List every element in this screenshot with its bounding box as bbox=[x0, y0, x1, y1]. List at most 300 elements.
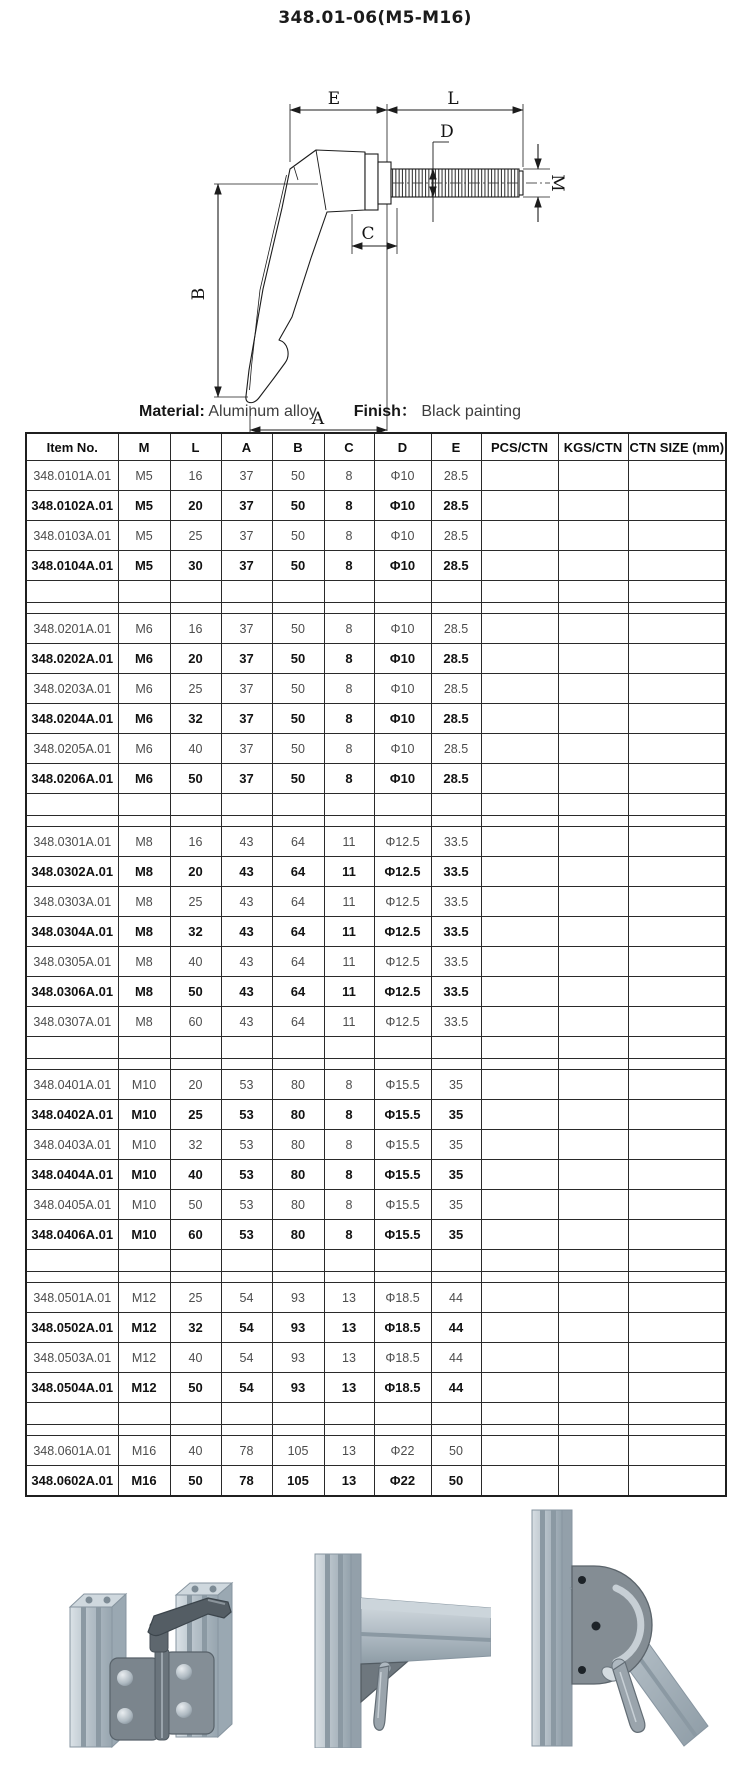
cell-ctn-size bbox=[628, 1343, 726, 1373]
cell-kgs-ctn bbox=[558, 1007, 628, 1037]
cell-item-no: 348.0601A.01 bbox=[26, 1436, 118, 1466]
cell-kgs-ctn bbox=[558, 1313, 628, 1343]
cell-item-no: 348.0301A.01 bbox=[26, 827, 118, 857]
cell-m bbox=[118, 603, 170, 614]
aluminum-profile-horizontal bbox=[361, 1598, 491, 1664]
cell-d bbox=[374, 1403, 431, 1425]
collar bbox=[378, 162, 391, 204]
cell-c bbox=[324, 794, 374, 816]
cell-item-no: 348.0503A.01 bbox=[26, 1343, 118, 1373]
cell-c bbox=[324, 1403, 374, 1425]
cell-a: 37 bbox=[221, 491, 272, 521]
column-header-kgs-ctn: KGS/CTN bbox=[558, 433, 628, 461]
hinge-body bbox=[110, 1648, 214, 1740]
cell-item-no bbox=[26, 1037, 118, 1059]
cell-b bbox=[272, 1059, 324, 1070]
cell-d: Φ12.5 bbox=[374, 947, 431, 977]
column-header-ctn-size: CTN SIZE (mm) bbox=[628, 433, 726, 461]
table-row bbox=[26, 614, 726, 644]
table-row bbox=[26, 1190, 726, 1220]
cell-e: 35 bbox=[431, 1220, 481, 1250]
table-row bbox=[26, 1343, 726, 1373]
cell-e: 28.5 bbox=[431, 764, 481, 794]
table-row bbox=[26, 1100, 726, 1130]
cell-m: M12 bbox=[118, 1343, 170, 1373]
cell-d: Φ10 bbox=[374, 704, 431, 734]
cell-c: 13 bbox=[324, 1343, 374, 1373]
cell-c: 8 bbox=[324, 614, 374, 644]
cell-c: 8 bbox=[324, 491, 374, 521]
cell-b bbox=[272, 794, 324, 816]
cell-ctn-size bbox=[628, 1059, 726, 1070]
cell-ctn-size bbox=[628, 794, 726, 816]
cell-a: 43 bbox=[221, 1007, 272, 1037]
cell-d: Φ15.5 bbox=[374, 1190, 431, 1220]
cell-m bbox=[118, 1272, 170, 1283]
table-row bbox=[26, 734, 726, 764]
cell-a bbox=[221, 581, 272, 603]
cell-pcs-ctn bbox=[481, 887, 558, 917]
cell-l: 20 bbox=[170, 644, 221, 674]
cell-kgs-ctn bbox=[558, 1436, 628, 1466]
cell-kgs-ctn bbox=[558, 764, 628, 794]
cell-item-no bbox=[26, 1403, 118, 1425]
cell-e bbox=[431, 1272, 481, 1283]
cell-d: Φ10 bbox=[374, 674, 431, 704]
cell-kgs-ctn bbox=[558, 947, 628, 977]
cell-pcs-ctn bbox=[481, 521, 558, 551]
cell-ctn-size bbox=[628, 1007, 726, 1037]
cell-l bbox=[170, 1425, 221, 1436]
cell-a: 37 bbox=[221, 614, 272, 644]
cell-ctn-size bbox=[628, 1130, 726, 1160]
cell-pcs-ctn bbox=[481, 1059, 558, 1070]
cell-ctn-size bbox=[628, 491, 726, 521]
cell-ctn-size bbox=[628, 1425, 726, 1436]
cell-l: 50 bbox=[170, 1466, 221, 1497]
cell-c bbox=[324, 603, 374, 614]
table-row bbox=[26, 1070, 726, 1100]
cell-c: 8 bbox=[324, 1130, 374, 1160]
cell-a: 37 bbox=[221, 461, 272, 491]
cell-b: 50 bbox=[272, 551, 324, 581]
table-row bbox=[26, 674, 726, 704]
cell-kgs-ctn bbox=[558, 674, 628, 704]
cell-kgs-ctn bbox=[558, 1220, 628, 1250]
cell-c: 8 bbox=[324, 461, 374, 491]
cell-b: 64 bbox=[272, 827, 324, 857]
cell-l: 25 bbox=[170, 674, 221, 704]
cell-kgs-ctn bbox=[558, 1037, 628, 1059]
cell-kgs-ctn bbox=[558, 977, 628, 1007]
cell-ctn-size bbox=[628, 917, 726, 947]
cell-a: 37 bbox=[221, 764, 272, 794]
cell-e bbox=[431, 794, 481, 816]
cell-m: M8 bbox=[118, 977, 170, 1007]
cell-c bbox=[324, 1425, 374, 1436]
cell-c bbox=[324, 581, 374, 603]
dim-label-B: B bbox=[189, 287, 209, 301]
cell-ctn-size bbox=[628, 1190, 726, 1220]
cell-l bbox=[170, 1272, 221, 1283]
cell-ctn-size bbox=[628, 581, 726, 603]
cell-ctn-size bbox=[628, 887, 726, 917]
cell-d: Φ10 bbox=[374, 734, 431, 764]
cell-ctn-size bbox=[628, 704, 726, 734]
cell-l: 20 bbox=[170, 1070, 221, 1100]
cell-b bbox=[272, 1250, 324, 1272]
cell-b: 64 bbox=[272, 1007, 324, 1037]
cell-a bbox=[221, 816, 272, 827]
cell-d: Φ12.5 bbox=[374, 827, 431, 857]
cell-l: 30 bbox=[170, 551, 221, 581]
cell-item-no bbox=[26, 1425, 118, 1436]
cell-a: 37 bbox=[221, 734, 272, 764]
cell-item-no bbox=[26, 581, 118, 603]
cell-pcs-ctn bbox=[481, 827, 558, 857]
cell-m: M10 bbox=[118, 1190, 170, 1220]
cell-kgs-ctn bbox=[558, 491, 628, 521]
table-row bbox=[26, 1283, 726, 1313]
cell-kgs-ctn bbox=[558, 1425, 628, 1436]
cell-c: 13 bbox=[324, 1313, 374, 1343]
cell-e: 28.5 bbox=[431, 644, 481, 674]
cell-b: 50 bbox=[272, 764, 324, 794]
material-finish-line bbox=[0, 398, 660, 421]
cell-a bbox=[221, 1250, 272, 1272]
cell-l bbox=[170, 816, 221, 827]
cell-kgs-ctn bbox=[558, 581, 628, 603]
technical-drawing bbox=[150, 82, 600, 434]
cell-pcs-ctn bbox=[481, 1436, 558, 1466]
cell-kgs-ctn bbox=[558, 816, 628, 827]
cell-item-no: 348.0504A.01 bbox=[26, 1373, 118, 1403]
page-title: 348.01-06(M5-M16) bbox=[278, 8, 472, 28]
cell-d: Φ18.5 bbox=[374, 1343, 431, 1373]
cell-kgs-ctn bbox=[558, 644, 628, 674]
cell-l: 32 bbox=[170, 704, 221, 734]
cell-m: M10 bbox=[118, 1070, 170, 1100]
cell-ctn-size bbox=[628, 614, 726, 644]
cell-ctn-size bbox=[628, 857, 726, 887]
cell-ctn-size bbox=[628, 521, 726, 551]
cell-ctn-size bbox=[628, 1272, 726, 1283]
cell-c: 11 bbox=[324, 977, 374, 1007]
cell-a: 54 bbox=[221, 1373, 272, 1403]
cell-kgs-ctn bbox=[558, 461, 628, 491]
cell-l: 50 bbox=[170, 764, 221, 794]
cell-d: Φ12.5 bbox=[374, 917, 431, 947]
cell-e: 50 bbox=[431, 1466, 481, 1497]
cell-pcs-ctn bbox=[481, 1220, 558, 1250]
cell-item-no: 348.0402A.01 bbox=[26, 1100, 118, 1130]
cell-c: 8 bbox=[324, 1190, 374, 1220]
column-header-pcs-ctn: PCS/CTN bbox=[481, 433, 558, 461]
cell-pcs-ctn bbox=[481, 704, 558, 734]
table-row bbox=[26, 887, 726, 917]
cell-a bbox=[221, 603, 272, 614]
cell-m: M10 bbox=[118, 1160, 170, 1190]
cell-a: 53 bbox=[221, 1160, 272, 1190]
cell-b bbox=[272, 581, 324, 603]
cell-item-no: 348.0202A.01 bbox=[26, 644, 118, 674]
cell-d: Φ12.5 bbox=[374, 1007, 431, 1037]
cell-e: 35 bbox=[431, 1100, 481, 1130]
cell-pcs-ctn bbox=[481, 1190, 558, 1220]
cell-b: 64 bbox=[272, 917, 324, 947]
cell-m: M6 bbox=[118, 764, 170, 794]
cell-b: 50 bbox=[272, 614, 324, 644]
cell-pcs-ctn bbox=[481, 1007, 558, 1037]
cell-b: 50 bbox=[272, 734, 324, 764]
cell-b: 93 bbox=[272, 1313, 324, 1343]
cell-pcs-ctn bbox=[481, 1466, 558, 1497]
cell-m: M16 bbox=[118, 1436, 170, 1466]
cell-c: 8 bbox=[324, 1220, 374, 1250]
cell-e: 33.5 bbox=[431, 977, 481, 1007]
cell-l: 25 bbox=[170, 887, 221, 917]
cell-ctn-size bbox=[628, 644, 726, 674]
cell-b: 64 bbox=[272, 977, 324, 1007]
cell-l: 40 bbox=[170, 1343, 221, 1373]
column-header-l: L bbox=[170, 433, 221, 461]
cell-ctn-size bbox=[628, 764, 726, 794]
cell-e: 35 bbox=[431, 1160, 481, 1190]
spec-table bbox=[25, 432, 727, 1497]
cell-ctn-size bbox=[628, 1283, 726, 1313]
product-photo-hinge-on-profiles bbox=[58, 1562, 286, 1750]
cell-kgs-ctn bbox=[558, 887, 628, 917]
cell-d: Φ12.5 bbox=[374, 857, 431, 887]
cell-l: 60 bbox=[170, 1007, 221, 1037]
cell-d: Φ18.5 bbox=[374, 1313, 431, 1343]
cell-l: 32 bbox=[170, 1130, 221, 1160]
cell-m: M10 bbox=[118, 1220, 170, 1250]
cell-d: Φ22 bbox=[374, 1436, 431, 1466]
cell-d bbox=[374, 794, 431, 816]
aluminum-profile-vertical bbox=[532, 1510, 572, 1746]
cell-m: M6 bbox=[118, 674, 170, 704]
cell-l bbox=[170, 1250, 221, 1272]
cell-m: M16 bbox=[118, 1466, 170, 1497]
cell-m bbox=[118, 1425, 170, 1436]
cell-item-no: 348.0306A.01 bbox=[26, 977, 118, 1007]
cell-pcs-ctn bbox=[481, 1250, 558, 1272]
cell-l: 32 bbox=[170, 1313, 221, 1343]
cell-m: M8 bbox=[118, 947, 170, 977]
cell-d bbox=[374, 603, 431, 614]
cell-a bbox=[221, 1403, 272, 1425]
product-photo-lever-under-crossbar bbox=[293, 1548, 491, 1748]
table-row bbox=[26, 857, 726, 887]
cell-a: 37 bbox=[221, 704, 272, 734]
cell-d: Φ10 bbox=[374, 614, 431, 644]
cell-l: 40 bbox=[170, 1436, 221, 1466]
cell-a: 43 bbox=[221, 917, 272, 947]
cell-kgs-ctn bbox=[558, 734, 628, 764]
cell-pcs-ctn bbox=[481, 947, 558, 977]
cell-m bbox=[118, 581, 170, 603]
spacer-row bbox=[26, 1272, 726, 1283]
cell-item-no: 348.0206A.01 bbox=[26, 764, 118, 794]
cell-m: M10 bbox=[118, 1100, 170, 1130]
cell-c: 8 bbox=[324, 1100, 374, 1130]
cell-c bbox=[324, 1272, 374, 1283]
cell-e bbox=[431, 581, 481, 603]
cell-ctn-size bbox=[628, 1037, 726, 1059]
cell-b: 80 bbox=[272, 1070, 324, 1100]
cell-d: Φ10 bbox=[374, 461, 431, 491]
cell-ctn-size bbox=[628, 1160, 726, 1190]
cell-item-no: 348.0201A.01 bbox=[26, 614, 118, 644]
cell-item-no: 348.0502A.01 bbox=[26, 1313, 118, 1343]
table-row bbox=[26, 1466, 726, 1497]
cell-pcs-ctn bbox=[481, 1403, 558, 1425]
cell-d bbox=[374, 1037, 431, 1059]
finish-value: Black painting bbox=[421, 403, 521, 420]
column-header-b: B bbox=[272, 433, 324, 461]
cell-b: 80 bbox=[272, 1190, 324, 1220]
cell-b bbox=[272, 603, 324, 614]
cell-l bbox=[170, 1403, 221, 1425]
cell-e: 35 bbox=[431, 1190, 481, 1220]
cell-b: 64 bbox=[272, 857, 324, 887]
cell-ctn-size bbox=[628, 947, 726, 977]
cell-pcs-ctn bbox=[481, 1160, 558, 1190]
cell-pcs-ctn bbox=[481, 1037, 558, 1059]
cell-m: M10 bbox=[118, 1130, 170, 1160]
cell-pcs-ctn bbox=[481, 917, 558, 947]
cell-kgs-ctn bbox=[558, 917, 628, 947]
cell-m: M5 bbox=[118, 491, 170, 521]
cell-kgs-ctn bbox=[558, 603, 628, 614]
cell-l: 50 bbox=[170, 977, 221, 1007]
cell-item-no: 348.0404A.01 bbox=[26, 1160, 118, 1190]
cell-item-no: 348.0203A.01 bbox=[26, 674, 118, 704]
cell-a: 78 bbox=[221, 1436, 272, 1466]
cell-b: 64 bbox=[272, 887, 324, 917]
spacer-row bbox=[26, 603, 726, 614]
table-row bbox=[26, 1130, 726, 1160]
cell-c: 13 bbox=[324, 1436, 374, 1466]
cell-e bbox=[431, 1059, 481, 1070]
table-header-row bbox=[26, 433, 726, 461]
thread-end-cap bbox=[519, 171, 523, 195]
cell-m: M8 bbox=[118, 857, 170, 887]
table-row bbox=[26, 1313, 726, 1343]
cell-kgs-ctn bbox=[558, 1160, 628, 1190]
material-value: Aluminum alloy bbox=[208, 403, 317, 420]
cell-item-no bbox=[26, 794, 118, 816]
cell-pcs-ctn bbox=[481, 603, 558, 614]
cell-e: 33.5 bbox=[431, 887, 481, 917]
cell-kgs-ctn bbox=[558, 551, 628, 581]
cell-e: 33.5 bbox=[431, 947, 481, 977]
cell-b: 80 bbox=[272, 1160, 324, 1190]
cell-l: 25 bbox=[170, 1100, 221, 1130]
cell-e: 28.5 bbox=[431, 521, 481, 551]
cell-l: 16 bbox=[170, 827, 221, 857]
table-row bbox=[26, 1373, 726, 1403]
cell-l bbox=[170, 1037, 221, 1059]
cell-a: 53 bbox=[221, 1220, 272, 1250]
cell-c: 8 bbox=[324, 734, 374, 764]
cell-d: Φ18.5 bbox=[374, 1283, 431, 1313]
cell-b bbox=[272, 1403, 324, 1425]
spacer-row bbox=[26, 1037, 726, 1059]
cell-a: 37 bbox=[221, 674, 272, 704]
cell-e: 28.5 bbox=[431, 461, 481, 491]
cell-m bbox=[118, 794, 170, 816]
cell-ctn-size bbox=[628, 1070, 726, 1100]
cell-a bbox=[221, 1272, 272, 1283]
cell-b: 80 bbox=[272, 1100, 324, 1130]
cell-e: 33.5 bbox=[431, 827, 481, 857]
hub-front-face bbox=[365, 154, 378, 210]
cell-m: M6 bbox=[118, 644, 170, 674]
cell-a bbox=[221, 1059, 272, 1070]
cell-c: 8 bbox=[324, 704, 374, 734]
cell-a: 43 bbox=[221, 857, 272, 887]
cell-a: 43 bbox=[221, 887, 272, 917]
cell-c: 13 bbox=[324, 1373, 374, 1403]
cell-c: 8 bbox=[324, 1160, 374, 1190]
cell-e: 28.5 bbox=[431, 674, 481, 704]
cell-pcs-ctn bbox=[481, 614, 558, 644]
column-header-e: E bbox=[431, 433, 481, 461]
cell-d bbox=[374, 581, 431, 603]
cell-pcs-ctn bbox=[481, 857, 558, 887]
cell-m: M8 bbox=[118, 1007, 170, 1037]
column-header-a: A bbox=[221, 433, 272, 461]
dim-label-L: L bbox=[447, 89, 459, 109]
cell-b: 80 bbox=[272, 1220, 324, 1250]
dim-label-D: D bbox=[440, 122, 454, 142]
cell-a: 43 bbox=[221, 977, 272, 1007]
cell-l: 40 bbox=[170, 947, 221, 977]
cell-pcs-ctn bbox=[481, 1343, 558, 1373]
cell-d: Φ10 bbox=[374, 764, 431, 794]
column-header-c: C bbox=[324, 433, 374, 461]
cell-d: Φ12.5 bbox=[374, 887, 431, 917]
cell-kgs-ctn bbox=[558, 1403, 628, 1425]
cell-m: M12 bbox=[118, 1313, 170, 1343]
cell-l bbox=[170, 581, 221, 603]
cell-e: 44 bbox=[431, 1283, 481, 1313]
cell-d bbox=[374, 1250, 431, 1272]
cell-d: Φ15.5 bbox=[374, 1130, 431, 1160]
cell-d: Φ22 bbox=[374, 1466, 431, 1497]
aluminum-profile-vertical bbox=[315, 1554, 361, 1748]
cell-b: 80 bbox=[272, 1130, 324, 1160]
cell-e bbox=[431, 603, 481, 614]
cell-b: 50 bbox=[272, 461, 324, 491]
cell-b: 93 bbox=[272, 1343, 324, 1373]
cell-item-no bbox=[26, 603, 118, 614]
cell-kgs-ctn bbox=[558, 1466, 628, 1497]
cell-item-no: 348.0304A.01 bbox=[26, 917, 118, 947]
spacer-row bbox=[26, 1059, 726, 1070]
cell-ctn-size bbox=[628, 1100, 726, 1130]
cell-m bbox=[118, 1250, 170, 1272]
cell-c: 11 bbox=[324, 917, 374, 947]
cell-item-no: 348.0104A.01 bbox=[26, 551, 118, 581]
cell-l bbox=[170, 794, 221, 816]
dim-label-E: E bbox=[327, 89, 341, 109]
cell-l: 50 bbox=[170, 1373, 221, 1403]
cell-l: 32 bbox=[170, 917, 221, 947]
cell-kgs-ctn bbox=[558, 1070, 628, 1100]
